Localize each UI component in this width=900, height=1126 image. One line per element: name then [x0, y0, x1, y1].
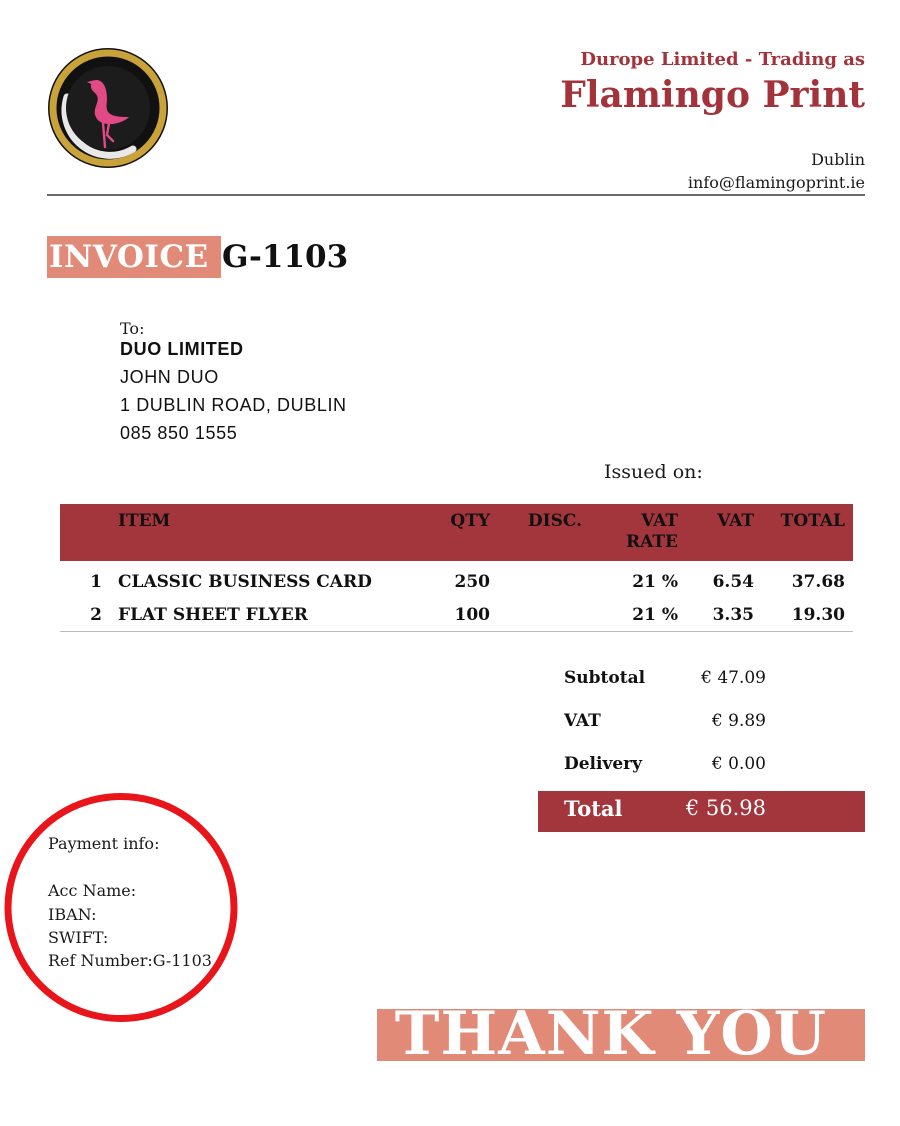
- row-total: 37.68: [791, 571, 845, 592]
- col-qty-header: QTY: [426, 504, 498, 561]
- row-number: 2: [60, 598, 110, 632]
- payment-swift: SWIFT:: [48, 928, 109, 947]
- invoice-number: G-1103: [222, 239, 349, 275]
- table-row: [60, 561, 853, 598]
- company-name: Flamingo Print: [560, 74, 865, 116]
- row-item: CLASSIC BUSINESS CARD: [118, 571, 372, 592]
- company-email: info@flamingoprint.ie: [687, 173, 865, 192]
- vat-total-value: € 9.89: [711, 711, 766, 731]
- row-total: 19.30: [762, 598, 853, 632]
- vat-rate-header-line2: RATE: [626, 532, 678, 552]
- col-total-header: TOTAL: [762, 504, 853, 561]
- bill-to-address: 1 DUBLIN ROAD, DUBLIN: [120, 395, 347, 415]
- row-item: FLAT SHEET FLYER: [110, 598, 426, 632]
- delivery-label: Delivery: [564, 754, 643, 774]
- row-qty: 250: [454, 571, 490, 592]
- table-header-row: [60, 504, 853, 561]
- row-number: 1: [90, 571, 102, 592]
- col-disc-header: DISC.: [498, 504, 590, 561]
- row-vat-rate: 21 %: [632, 571, 678, 592]
- issued-on-label: Issued on:: [604, 461, 703, 483]
- payment-iban: IBAN:: [48, 905, 97, 924]
- col-vat-rate-header: [590, 504, 686, 561]
- bill-to-company: DUO LIMITED: [120, 339, 244, 359]
- grand-total-value: € 56.98: [685, 796, 766, 820]
- vat-total-label: VAT: [564, 711, 601, 731]
- col-number-header: [60, 504, 110, 561]
- invoice-items-table: [60, 504, 853, 632]
- row-vat: 3.35: [686, 598, 762, 632]
- invoice-title: INVOICE: [47, 236, 221, 278]
- company-trading-line: Durope Limited - Trading as: [580, 49, 865, 70]
- table-row: [60, 598, 853, 632]
- bill-to-label: To:: [120, 319, 145, 338]
- payment-info-title: Payment info:: [48, 834, 160, 853]
- delivery-value: € 0.00: [711, 754, 766, 774]
- payment-ref-number: Ref Number:G-1103: [48, 951, 212, 970]
- thank-you-text: THANK YOU: [394, 999, 827, 1069]
- vat-rate-header-line1: VAT: [641, 511, 678, 531]
- row-vat: 6.54: [712, 571, 754, 592]
- bill-to-phone: 085 850 1555: [120, 423, 238, 443]
- row-vat-rate: 21 %: [590, 598, 686, 632]
- row-disc: [498, 561, 590, 598]
- bill-to-contact: JOHN DUO: [120, 367, 219, 387]
- subtotal-value: € 47.09: [701, 668, 766, 688]
- subtotal-label: Subtotal: [564, 668, 646, 688]
- payment-acc-name: Acc Name:: [48, 881, 137, 900]
- company-city: Dublin: [811, 150, 865, 169]
- col-item-header: ITEM: [110, 504, 426, 561]
- row-disc: [498, 598, 590, 632]
- col-vat-header: VAT: [686, 504, 762, 561]
- header-divider: [47, 194, 865, 196]
- highlight-circle-annotation: [3, 791, 239, 1024]
- row-qty: 100: [426, 598, 498, 632]
- grand-total-label: Total: [564, 796, 623, 821]
- flamingo-logo: [47, 47, 169, 169]
